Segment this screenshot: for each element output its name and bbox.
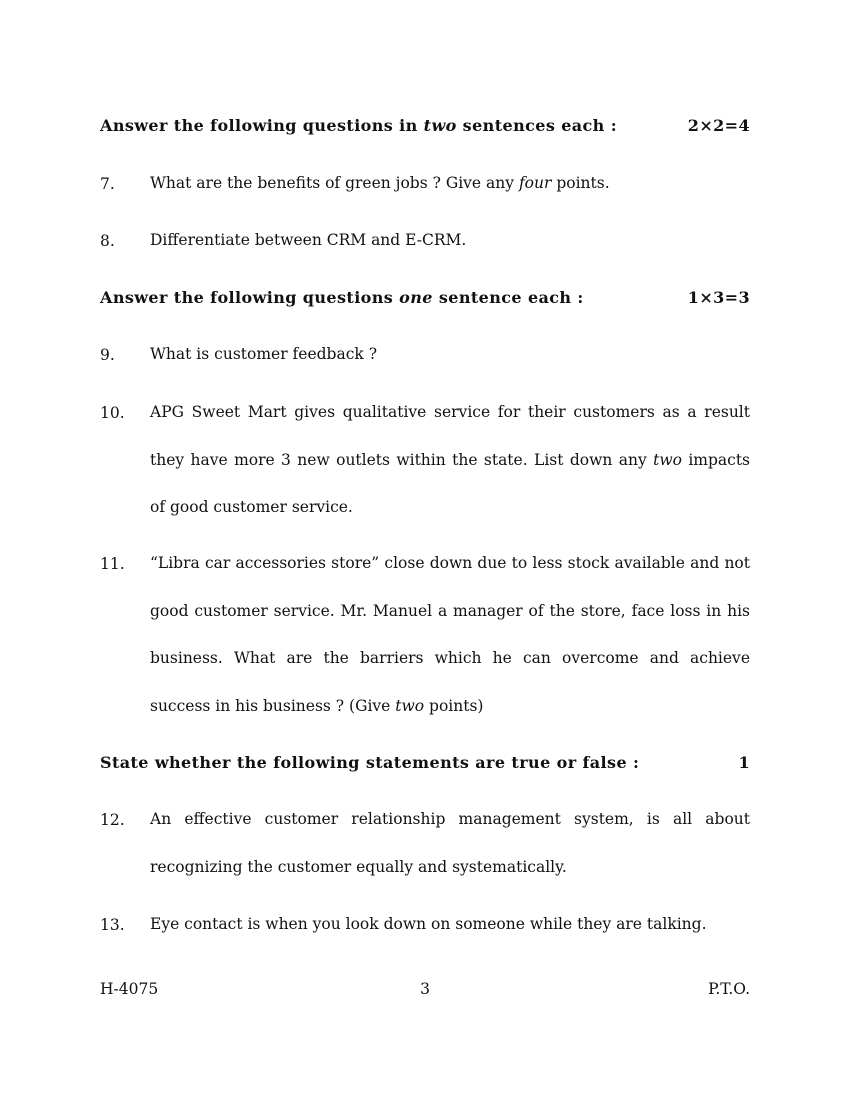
question-number: 11. — [100, 555, 125, 573]
section-marks: 1 — [738, 753, 750, 772]
section-marks: 1×3=3 — [687, 288, 750, 307]
question-text: What are the benefits of green jobs ? Give any four points. — [150, 174, 610, 192]
question-text: APG Sweet Mart gives qualitative service for their customers as a result they have more 3 new outlets within the state. List down any two impacts of good customer service. — [150, 403, 751, 516]
section-marks: 2×2=4 — [687, 116, 750, 135]
question-text: What is customer feedback ? — [150, 345, 378, 363]
section-heading-two-sentences — [100, 116, 750, 135]
section-heading-one-sentence — [100, 288, 750, 307]
question-text: “Libra car accessories store” close down due to less stock available and not good customer service. Mr. Manuel a manager of the store, face loss in his business. What are the barriers which he can overcome and achieve success in his business ? (Give two points) — [150, 554, 750, 715]
question-number: 10. — [100, 404, 125, 422]
question-text: An effective customer relationship management system, is all about recognizing the customer equally and systematically. — [150, 810, 750, 876]
pto-label: P.T.O. — [708, 980, 750, 998]
page-number: 3 — [420, 980, 430, 998]
section-heading-true-false — [100, 753, 750, 772]
section-heading-text: State whether the following statements are true or false : — [100, 753, 640, 772]
question-number: 9. — [100, 346, 115, 364]
section-heading-text: Answer the following questions in two sentences each : — [100, 116, 617, 135]
question-number: 13. — [100, 916, 125, 934]
paper-code: H-4075 — [100, 980, 159, 998]
question-text: Eye contact is when you look down on someone while they are talking. — [150, 915, 707, 933]
question-number: 8. — [100, 232, 115, 250]
section-heading-text: Answer the following questions one sentence each : — [100, 288, 584, 307]
question-text: Differentiate between CRM and E-CRM. — [150, 231, 467, 249]
question-number: 7. — [100, 175, 115, 193]
question-number: 12. — [100, 811, 125, 829]
